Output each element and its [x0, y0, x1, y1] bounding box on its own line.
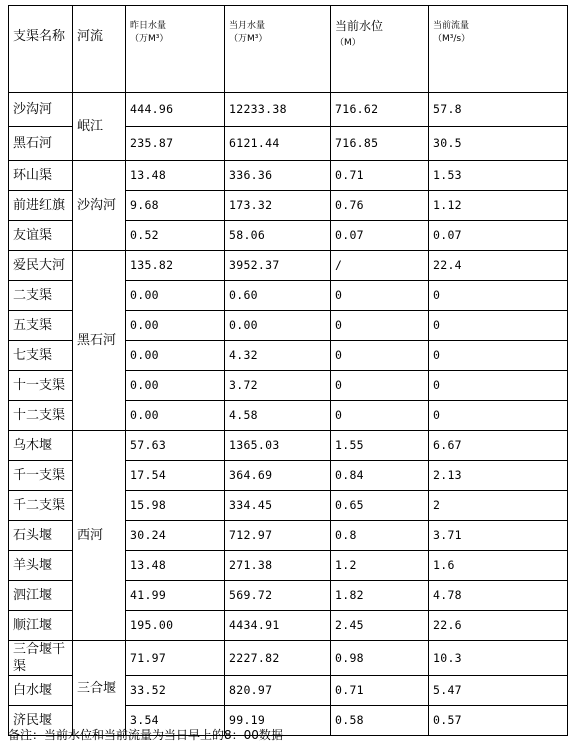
yesterday-volume-cell: 9.68	[126, 191, 225, 221]
header-month-label: 当月水量	[229, 21, 266, 31]
current-level-cell: /	[331, 251, 429, 281]
river-cell-xihe: 西河	[73, 431, 126, 641]
current-level-cell: 1.55	[331, 431, 429, 461]
yesterday-volume-cell: 15.98	[126, 491, 225, 521]
current-level-cell: 0	[331, 401, 429, 431]
month-volume-cell: 271.38	[225, 551, 331, 581]
header-month-volume	[225, 6, 331, 93]
water-volume-table	[8, 5, 568, 736]
header-flow-label: 当前流量	[433, 21, 470, 31]
river-cell-shagouhe: 沙沟河	[73, 161, 126, 251]
month-volume-cell: 0.60	[225, 281, 331, 311]
yesterday-volume-cell: 13.48	[126, 161, 225, 191]
table-row	[9, 251, 568, 281]
yesterday-volume-cell: 17.54	[126, 461, 225, 491]
current-flow-cell: 6.67	[429, 431, 568, 461]
yesterday-volume-cell: 41.99	[126, 581, 225, 611]
current-level-cell: 716.85	[331, 127, 429, 161]
month-volume-cell: 4434.91	[225, 611, 331, 641]
table-row	[9, 431, 568, 461]
branch-name-cell: 十二支渠	[9, 401, 73, 431]
month-volume-cell: 334.45	[225, 491, 331, 521]
table-header-row	[9, 6, 568, 93]
branch-name-cell: 二支渠	[9, 281, 73, 311]
month-volume-cell: 173.32	[225, 191, 331, 221]
header-level-unit: （M）	[335, 38, 361, 48]
current-level-cell: 0	[331, 341, 429, 371]
current-level-cell: 0.98	[331, 641, 429, 676]
footnote: 备注：当前水位和当前流量为当日早上的8：00数据	[8, 728, 283, 742]
yesterday-volume-cell: 0.00	[126, 281, 225, 311]
current-flow-cell: 22.6	[429, 611, 568, 641]
branch-name-cell: 前进红旗	[9, 191, 73, 221]
current-flow-cell: 1.6	[429, 551, 568, 581]
month-volume-cell: 3952.37	[225, 251, 331, 281]
branch-name-cell: 五支渠	[9, 311, 73, 341]
month-volume-cell: 364.69	[225, 461, 331, 491]
current-flow-cell: 10.3	[429, 641, 568, 676]
header-yesterday-volume	[126, 6, 225, 93]
current-flow-cell: 57.8	[429, 93, 568, 127]
branch-name-cell: 千二支渠	[9, 491, 73, 521]
current-level-cell: 1.82	[331, 581, 429, 611]
current-flow-cell: 5.47	[429, 676, 568, 706]
month-volume-cell: 4.32	[225, 341, 331, 371]
header-yesterday-unit: （万M³）	[130, 34, 169, 44]
branch-name-cell: 千一支渠	[9, 461, 73, 491]
yesterday-volume-cell: 13.48	[126, 551, 225, 581]
header-yesterday-label: 昨日水量	[130, 21, 167, 31]
current-flow-cell: 0.57	[429, 706, 568, 736]
branch-name-cell: 顺江堰	[9, 611, 73, 641]
yesterday-volume-cell: 195.00	[126, 611, 225, 641]
current-flow-cell: 1.12	[429, 191, 568, 221]
table-row	[9, 641, 568, 676]
branch-name-cell: 沙沟河	[9, 93, 73, 127]
yesterday-volume-cell: 71.97	[126, 641, 225, 676]
yesterday-volume-cell: 0.00	[126, 311, 225, 341]
yesterday-volume-cell: 0.00	[126, 371, 225, 401]
branch-name-cell: 爱民大河	[9, 251, 73, 281]
current-level-cell: 0.71	[331, 161, 429, 191]
month-volume-cell: 3.72	[225, 371, 331, 401]
current-flow-cell: 0.07	[429, 221, 568, 251]
current-flow-cell: 0	[429, 401, 568, 431]
current-level-cell: 2.45	[331, 611, 429, 641]
branch-name-cell: 三合堰干渠	[9, 641, 73, 676]
month-volume-cell: 12233.38	[225, 93, 331, 127]
header-river: 河流	[73, 6, 126, 93]
current-flow-cell: 1.53	[429, 161, 568, 191]
current-flow-cell: 3.71	[429, 521, 568, 551]
yesterday-volume-cell: 0.52	[126, 221, 225, 251]
current-level-cell: 0	[331, 311, 429, 341]
current-flow-cell: 2	[429, 491, 568, 521]
month-volume-cell: 712.97	[225, 521, 331, 551]
header-current-flow	[429, 6, 568, 93]
month-volume-cell: 336.36	[225, 161, 331, 191]
yesterday-volume-cell: 444.96	[126, 93, 225, 127]
yesterday-volume-cell: 33.52	[126, 676, 225, 706]
river-cell-minjiang: 岷江	[73, 93, 126, 161]
current-level-cell: 0.71	[331, 676, 429, 706]
branch-name-cell: 济民堰	[9, 706, 73, 736]
current-level-cell: 716.62	[331, 93, 429, 127]
month-volume-cell: 1365.03	[225, 431, 331, 461]
table-row	[9, 93, 568, 127]
branch-name-cell: 白水堰	[9, 676, 73, 706]
current-flow-cell: 2.13	[429, 461, 568, 491]
month-volume-cell: 58.06	[225, 221, 331, 251]
yesterday-volume-cell: 0.00	[126, 341, 225, 371]
branch-name-cell: 羊头堰	[9, 551, 73, 581]
current-level-cell: 0	[331, 371, 429, 401]
current-flow-cell: 0	[429, 281, 568, 311]
current-flow-cell: 0	[429, 371, 568, 401]
header-branch-name: 支渠名称	[9, 6, 73, 93]
branch-name-cell: 乌木堰	[9, 431, 73, 461]
header-flow-unit: （M³/s）	[433, 34, 471, 44]
current-level-cell: 0.65	[331, 491, 429, 521]
yesterday-volume-cell: 3.54	[126, 706, 225, 736]
current-level-cell: 0.58	[331, 706, 429, 736]
current-level-cell: 1.2	[331, 551, 429, 581]
current-flow-cell: 0	[429, 341, 568, 371]
yesterday-volume-cell: 235.87	[126, 127, 225, 161]
month-volume-cell: 4.58	[225, 401, 331, 431]
branch-name-cell: 七支渠	[9, 341, 73, 371]
current-flow-cell: 4.78	[429, 581, 568, 611]
current-flow-cell: 0	[429, 311, 568, 341]
month-volume-cell: 2227.82	[225, 641, 331, 676]
current-level-cell: 0.07	[331, 221, 429, 251]
month-volume-cell: 0.00	[225, 311, 331, 341]
current-flow-cell: 30.5	[429, 127, 568, 161]
yesterday-volume-cell: 57.63	[126, 431, 225, 461]
month-volume-cell: 820.97	[225, 676, 331, 706]
current-level-cell: 0.84	[331, 461, 429, 491]
branch-name-cell: 石头堰	[9, 521, 73, 551]
branch-name-cell: 黑石河	[9, 127, 73, 161]
header-current-level	[331, 6, 429, 93]
header-level-label: 当前水位	[335, 19, 384, 33]
yesterday-volume-cell: 30.24	[126, 521, 225, 551]
month-volume-cell: 6121.44	[225, 127, 331, 161]
current-level-cell: 0.8	[331, 521, 429, 551]
yesterday-volume-cell: 0.00	[126, 401, 225, 431]
current-level-cell: 0.76	[331, 191, 429, 221]
branch-name-cell: 十一支渠	[9, 371, 73, 401]
branch-name-cell: 环山渠	[9, 161, 73, 191]
current-flow-cell: 22.4	[429, 251, 568, 281]
yesterday-volume-cell: 135.82	[126, 251, 225, 281]
river-cell-sanheyan: 三合堰	[73, 641, 126, 736]
river-cell-heishihe: 黑石河	[73, 251, 126, 431]
month-volume-cell: 569.72	[225, 581, 331, 611]
current-level-cell: 0	[331, 281, 429, 311]
branch-name-cell: 泗江堰	[9, 581, 73, 611]
header-month-unit: （万M³）	[229, 34, 268, 44]
branch-name-cell: 友谊渠	[9, 221, 73, 251]
table-row	[9, 161, 568, 191]
month-volume-cell: 99.19	[225, 706, 331, 736]
